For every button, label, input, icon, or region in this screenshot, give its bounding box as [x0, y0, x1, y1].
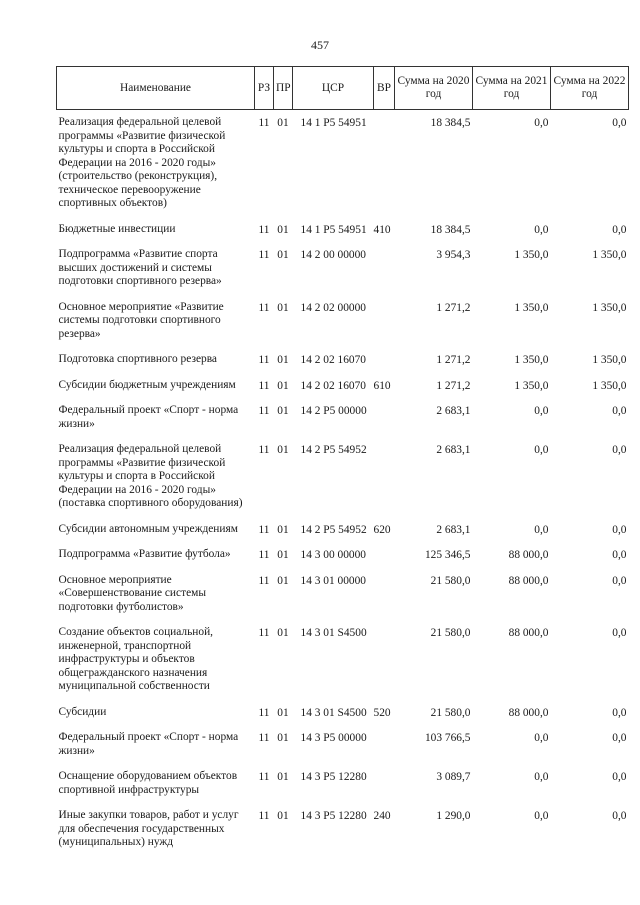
cell-name: Реализация федеральной целевой программы «Развитие физической культуры и спорта в Российской Федерации на 2016 - 2020 годы» (поставка спортивного оборудования) — [58, 443, 243, 509]
cell-csr: 14 2 02 00000 — [300, 301, 366, 314]
cell-rz: 11 — [258, 627, 270, 639]
cell-sum-2021: 0,0 — [534, 223, 549, 236]
cell-name: Иные закупки товаров, работ и услуг для обеспечения государственных (муниципальных) нужд — [58, 809, 239, 848]
cell-sum-2022: 0,0 — [612, 574, 627, 587]
cell-csr: 14 2 00 00000 — [300, 249, 366, 261]
cell-csr: 14 3 P5 12280 — [300, 771, 367, 783]
cell-csr: 14 2 P5 00000 — [300, 405, 367, 417]
cell-rz: 11 — [258, 810, 270, 822]
table-row — [57, 764, 629, 803]
cell-vr — [374, 398, 395, 437]
cell-sum-2021: 88 000,0 — [508, 627, 549, 639]
cell-rz: 11 — [258, 771, 270, 783]
cell-csr: 14 1 P5 54951 — [300, 117, 367, 129]
cell-vr — [374, 295, 395, 348]
table-row — [57, 542, 629, 568]
cell-sum-2021: 1 350,0 — [514, 354, 549, 366]
cell-sum-2021: 1 350,0 — [514, 379, 549, 392]
cell-csr: 14 3 01 S4500 — [300, 706, 367, 719]
col-header-name: Наименование — [57, 67, 255, 110]
table-row — [57, 620, 629, 700]
col-header-rz: РЗ — [255, 67, 274, 110]
cell-sum-2022: 0,0 — [612, 523, 627, 536]
cell-sum-2021: 0,0 — [534, 771, 549, 783]
cell-pr: 01 — [277, 249, 289, 261]
cell-vr — [374, 568, 395, 621]
cell-sum-2021: 0,0 — [534, 117, 549, 129]
cell-pr: 01 — [277, 549, 289, 561]
cell-vr — [374, 620, 395, 700]
table-row — [57, 437, 629, 517]
cell-rz: 11 — [258, 379, 270, 392]
cell-csr: 14 3 P5 00000 — [300, 732, 367, 744]
cell-sum-2020: 21 580,0 — [430, 627, 471, 639]
budget-table — [56, 66, 629, 856]
cell-vr — [374, 725, 395, 764]
cell-sum-2022: 1 350,0 — [592, 354, 627, 366]
cell-sum-2021: 88 000,0 — [508, 549, 549, 561]
cell-pr: 01 — [277, 223, 289, 236]
cell-sum-2021: 0,0 — [534, 732, 549, 744]
cell-name: Подпрограмма «Развитие футбола» — [58, 548, 231, 560]
cell-name: Создание объектов социальной, инженерной, транспортной инфраструктуры и объектов общегражданского назначения муниципальной собственности — [58, 626, 214, 692]
cell-pr: 01 — [277, 379, 289, 392]
cell-sum-2022: 0,0 — [612, 405, 627, 417]
col-header-sum-2022: Сумма на 2022 год — [551, 67, 629, 110]
cell-sum-2022: 0,0 — [612, 732, 627, 744]
cell-sum-2020: 18 384,5 — [430, 223, 471, 236]
cell-vr — [374, 542, 395, 568]
col-header-csr: ЦСР — [293, 67, 374, 110]
cell-name: Основное мероприятие «Развитие системы подготовки спортивного резерва» — [58, 300, 224, 340]
cell-sum-2021: 88 000,0 — [508, 706, 549, 719]
cell-pr: 01 — [277, 574, 289, 587]
table-row — [57, 803, 629, 856]
cell-vr — [374, 437, 395, 517]
cell-name: Федеральный проект «Спорт - норма жизни» — [58, 404, 239, 430]
cell-name: Реализация федеральной целевой программы «Развитие физической культуры и спорта в Российской Федерации на 2016 - 2020 годы» (строительство (реконструкция), техническое перевооружение спортивных объектов) — [58, 116, 226, 209]
cell-sum-2021: 88 000,0 — [508, 574, 549, 587]
table-row — [57, 110, 629, 217]
cell-pr: 01 — [277, 405, 289, 417]
cell-sum-2022: 0,0 — [612, 549, 627, 561]
cell-sum-2020: 18 384,5 — [430, 117, 471, 129]
table-header-row — [57, 67, 629, 110]
cell-pr: 01 — [277, 810, 289, 822]
cell-sum-2021: 0,0 — [534, 405, 549, 417]
cell-vr: 410 — [373, 223, 391, 236]
cell-vr: 620 — [373, 523, 391, 536]
cell-sum-2022: 0,0 — [612, 810, 627, 822]
cell-sum-2022: 1 350,0 — [592, 301, 627, 314]
cell-sum-2021: 0,0 — [534, 523, 549, 536]
cell-rz: 11 — [258, 444, 270, 456]
cell-sum-2022: 1 350,0 — [592, 379, 627, 392]
cell-rz: 11 — [258, 574, 270, 587]
cell-sum-2020: 1 271,2 — [436, 354, 471, 366]
table-row — [57, 373, 629, 399]
col-header-sum-2021: Сумма на 2021 год — [473, 67, 551, 110]
cell-csr: 14 2 02 16070 — [300, 354, 366, 366]
cell-name: Подпрограмма «Развитие спорта высших достижений и системы подготовки спортивного резерва» — [58, 248, 222, 287]
cell-rz: 11 — [258, 301, 270, 314]
cell-vr — [374, 110, 395, 217]
cell-sum-2021: 1 350,0 — [514, 249, 549, 261]
table-row — [57, 725, 629, 764]
cell-sum-2020: 1 271,2 — [436, 379, 471, 392]
cell-vr: 240 — [373, 810, 391, 822]
cell-rz: 11 — [258, 223, 270, 236]
cell-rz: 11 — [258, 549, 270, 561]
cell-sum-2022: 1 350,0 — [592, 249, 627, 261]
cell-pr: 01 — [277, 354, 289, 366]
col-header-pr: ПР — [274, 67, 293, 110]
col-header-vr: ВР — [374, 67, 395, 110]
cell-rz: 11 — [258, 523, 270, 536]
cell-pr: 01 — [277, 117, 289, 129]
table-row — [57, 217, 629, 243]
cell-sum-2020: 2 683,1 — [436, 444, 471, 456]
table-row — [57, 700, 629, 726]
cell-vr: 520 — [373, 706, 391, 719]
cell-rz: 11 — [258, 249, 270, 261]
table-row — [57, 517, 629, 543]
cell-sum-2021: 0,0 — [534, 810, 549, 822]
table-row — [57, 347, 629, 373]
cell-pr: 01 — [277, 627, 289, 639]
cell-rz: 11 — [258, 405, 270, 417]
cell-csr: 14 3 01 00000 — [300, 574, 366, 587]
cell-sum-2020: 3 954,3 — [436, 249, 471, 261]
cell-csr: 14 3 01 S4500 — [300, 627, 367, 639]
cell-pr: 01 — [277, 301, 289, 314]
table-row — [57, 568, 629, 621]
cell-sum-2022: 0,0 — [612, 706, 627, 719]
cell-csr: 14 1 P5 54951 — [300, 223, 367, 236]
cell-sum-2020: 125 346,5 — [424, 549, 471, 561]
cell-vr: 610 — [373, 379, 391, 392]
page-number: 457 — [311, 38, 329, 52]
cell-name: Субсидии — [58, 705, 107, 718]
table-row — [57, 295, 629, 348]
cell-csr: 14 3 P5 12280 — [300, 810, 367, 822]
cell-sum-2020: 2 683,1 — [436, 405, 471, 417]
cell-pr: 01 — [277, 706, 289, 719]
cell-sum-2020: 21 580,0 — [430, 706, 471, 719]
cell-sum-2022: 0,0 — [612, 223, 627, 236]
cell-vr — [374, 347, 395, 373]
cell-sum-2022: 0,0 — [612, 444, 627, 456]
cell-csr: 14 3 00 00000 — [300, 549, 366, 561]
cell-name: Оснащение оборудованием объектов спортивной инфраструктуры — [58, 770, 238, 796]
cell-name: Бюджетные инвестиции — [58, 222, 176, 235]
cell-vr — [374, 764, 395, 803]
cell-sum-2020: 3 089,7 — [436, 771, 471, 783]
cell-sum-2020: 21 580,0 — [430, 574, 471, 587]
cell-sum-2020: 1 290,0 — [436, 810, 471, 822]
cell-pr: 01 — [277, 732, 289, 744]
cell-vr — [374, 242, 395, 295]
cell-sum-2021: 0,0 — [534, 444, 549, 456]
cell-sum-2020: 103 766,5 — [424, 732, 471, 744]
cell-sum-2022: 0,0 — [612, 771, 627, 783]
cell-rz: 11 — [258, 117, 270, 129]
cell-pr: 01 — [277, 444, 289, 456]
cell-csr: 14 2 P5 54952 — [300, 523, 367, 536]
cell-name: Основное мероприятие «Совершенствование системы подготовки футболистов» — [58, 573, 206, 613]
cell-name: Федеральный проект «Спорт - норма жизни» — [58, 731, 239, 757]
table-row — [57, 398, 629, 437]
cell-rz: 11 — [258, 732, 270, 744]
cell-name: Субсидии бюджетным учреждениям — [58, 378, 236, 391]
cell-csr: 14 2 02 16070 — [300, 379, 366, 392]
cell-sum-2022: 0,0 — [612, 117, 627, 129]
table-row — [57, 242, 629, 295]
cell-sum-2020: 2 683,1 — [436, 523, 471, 536]
cell-sum-2020: 1 271,2 — [436, 301, 471, 314]
col-header-sum-2020: Сумма на 2020 год — [395, 67, 473, 110]
cell-rz: 11 — [258, 354, 270, 366]
cell-pr: 01 — [277, 523, 289, 536]
cell-csr: 14 2 P5 54952 — [300, 444, 367, 456]
cell-name: Подготовка спортивного резерва — [58, 353, 217, 365]
cell-rz: 11 — [258, 706, 270, 719]
cell-name: Субсидии автономным учреждениям — [58, 522, 238, 535]
cell-sum-2022: 0,0 — [612, 627, 627, 639]
cell-sum-2021: 1 350,0 — [514, 301, 549, 314]
cell-pr: 01 — [277, 771, 289, 783]
